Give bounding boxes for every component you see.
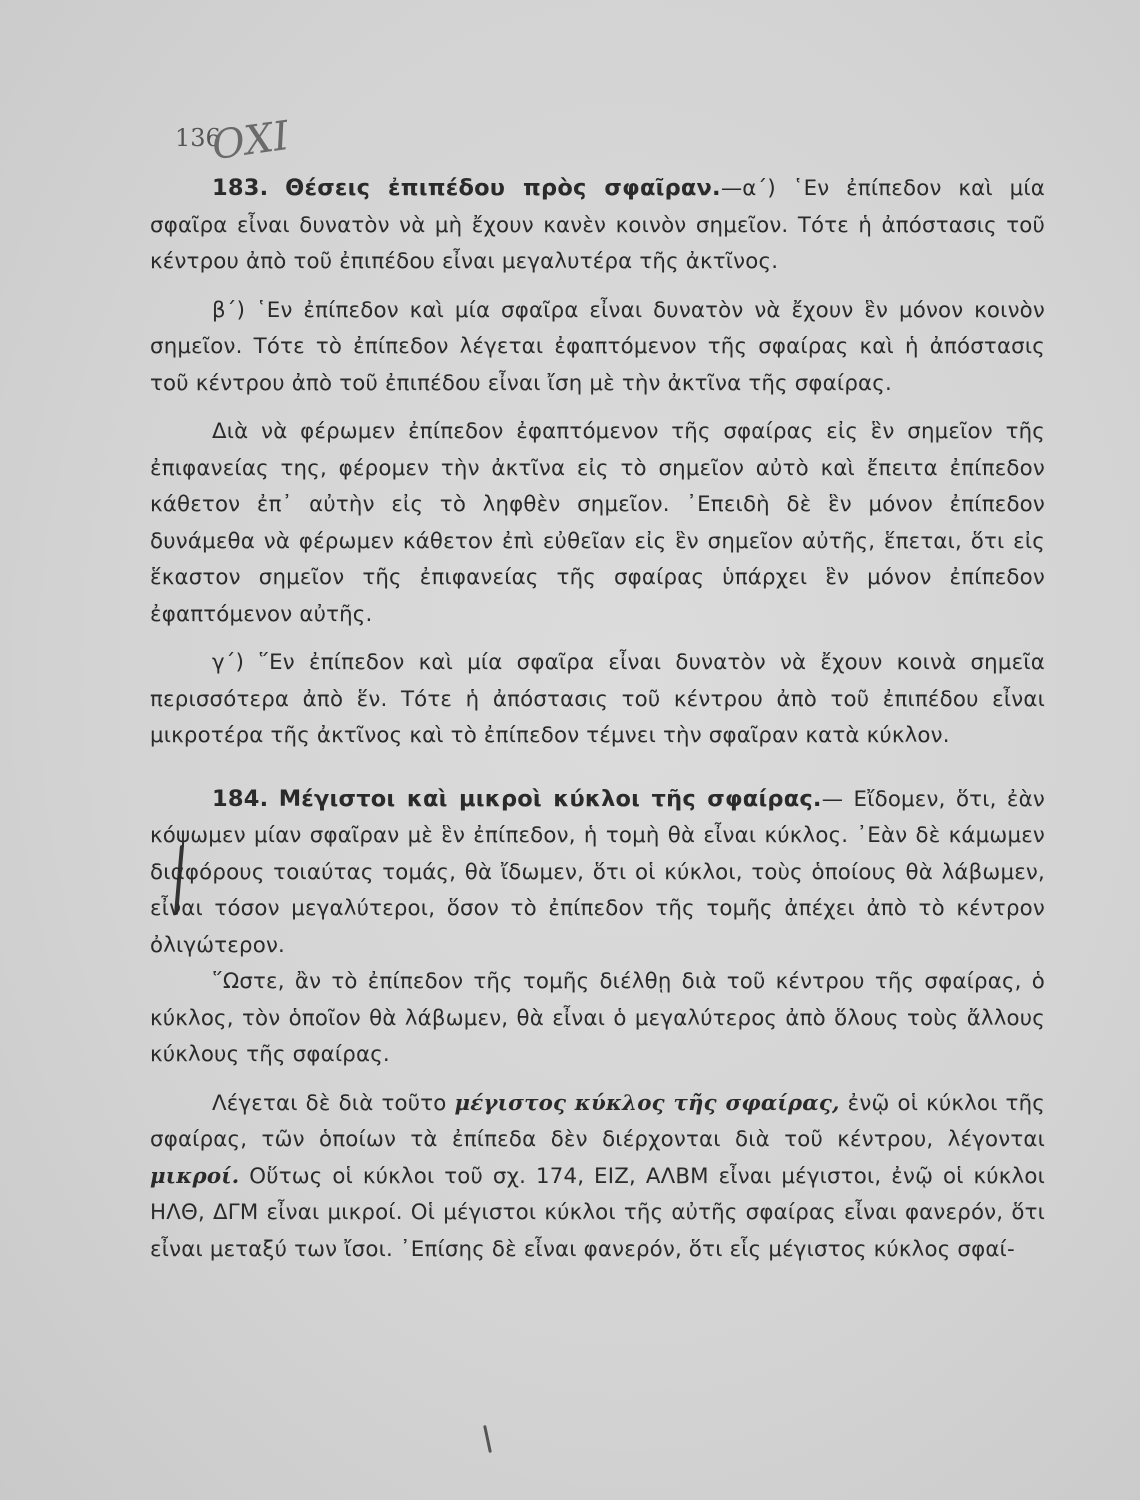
section-183-paragraph-tangent: Διὰ νὰ φέρωμεν ἐπίπεδον ἐφαπτόμενον τῆς σφαίρας εἰς ἓν σημεῖον τῆς ἐπιφανείας της, φέρομεν τὴν ἀκτῖνα εἰς τὸ σημεῖον αὐτὸ καὶ ἔπειτα ἐπίπεδον κάθετον ἐπ᾿ αὐτὴν εἰς τὸ ληφθὲν σημεῖον. ᾿Επειδὴ δὲ ἓν μόνον ἐπίπεδον δυνάμεθα νὰ φέρωμεν κάθετον ἐπὶ εὐθεῖαν εἰς ἓν σημεῖον αὐτῆς, ἕπεται, ὅτι εἰς ἕκαστον σημεῖον τῆς ἐπιφανείας τῆς σφαίρας ὑπάρχει ἓν μόνον ἐπίπεδον ἐφαπτόμενον αὐτῆς. — [150, 419, 1045, 627]
small-circle-term: μικροί. — [150, 1163, 240, 1189]
section-183-paragraph-b: β΄) ῾Εν ἐπίπεδον καὶ μία σφαῖρα εἶναι δυνατὸν νὰ ἔχουν ἓν μόνον κοινὸν σημεῖον. Τότε τὸ ἐπίπεδον λέγεται ἐφαπτόμενον τῆς σφαίρας καὶ ἡ ἀπόστασις τοῦ κέντρου ἀπὸ τοῦ ἐπιπέδου εἶναι ἴση μὲ τὴν ἀκτῖνα τῆς σφαίρας. — [150, 297, 1045, 396]
section-184-paragraph-definition — [150, 1086, 1045, 1269]
section-183-intro — [150, 170, 1045, 281]
definition-text-b: ἐνῷ οἱ κύκλοι τῆς σφαίρας, τῶν ὁποίων τὰ ἐπίπεδα δὲν διέρχονται διὰ τοῦ κέντρου, λέγονται — [150, 1090, 1045, 1152]
definition-text-a: Λέγεται δὲ διὰ τοῦτο — [212, 1090, 447, 1116]
body-text — [150, 170, 1045, 1268]
section-184-intro — [150, 781, 1045, 965]
section-184-paragraph-wste: ῞Ωστε, ἂν τὸ ἐπίπεδον τῆς τομῆς διέλθῃ διὰ τοῦ κέντρου τῆς σφαίρας, ὁ κύκλος, τὸν ὁποῖον θὰ λάβωμεν, θὰ εἶναι ὁ μεγαλύτερος ἀπὸ ὅλους τοὺς ἄλλους κύκλους τῆς σφαίρας. — [150, 969, 1045, 1067]
section-183-intro-text: —α΄) ῾Εν ἐπίπεδον καὶ μία σφαῖρα εἶναι δυνατὸν νὰ μὴ ἔχουν κανὲν κοινὸν σημεῖον. Τότε ἡ ἀπόστασις τοῦ κέντρου ἀπὸ τοῦ ἐπιπέδου εἶναι μεγαλυτέρα τῆς ἀκτῖνος. — [150, 176, 1045, 274]
section-184-title: Μέγιστοι καὶ μικροὶ κύκλοι τῆς σφαίρας. — [278, 785, 822, 812]
section-183-number: 183. — [212, 175, 269, 201]
section-184-number: 184. — [212, 785, 269, 812]
page-number: 136 — [175, 124, 221, 152]
handwritten-margin-note: ΟΧΙ — [209, 112, 292, 170]
great-circle-term: μέγιστος κύκλος τῆς σφαίρας, — [454, 1090, 840, 1116]
definition-text-c: Οὕτως οἱ κύκλοι τοῦ σχ. 174, ΕΙΖ, ΑΛΒΜ εἶναι μέγιστοι, ἐνῷ οἱ κύκλοι ΗΛΘ, ΔΓΜ εἶναι μικροί. Οἱ μέγιστοι κύκλοι τῆς αὐτῆς σφαίρας εἶναι φανερόν, ὅτι εἶναι μεταξύ των ἴσοι. ᾿Επίσης δὲ εἶναι φανερόν, ὅτι εἷς μέγιστος κύκλος σφαί- — [150, 1163, 1045, 1262]
section-183-paragraph-c: γ΄) ῞Εν ἐπίπεδον καὶ μία σφαῖρα εἶναι δυνατὸν νὰ ἔχουν κοινὰ σημεῖα περισσότερα ἀπὸ ἕν. Τότε ἡ ἀπόστασις τοῦ κέντρου ἀπὸ τοῦ ἐπιπέδου εἶναι μικροτέρα τῆς ἀκτῖνος καὶ τὸ ἐπίπεδον τέμνει τὴν σφαῖραν κατὰ κύκλον. — [150, 650, 1045, 748]
section-183-title: Θέσεις ἐπιπέδου πρὸς σφαῖραν. — [285, 175, 721, 201]
section-184-intro-text: — Εἴδομεν, ὅτι, ἐὰν κόψωμεν μίαν σφαῖραν μὲ ἓν ἐπίπεδον, ἡ τομὴ θὰ εἶναι κύκλος. ᾿Εὰν δὲ κάμωμεν διαφόρους τοιαύτας τομάς, θὰ ἴδωμεν, ὅτι οἱ κύκλοι, τοὺς ὁποίους θὰ λάβωμεν, εἶναι τόσον μεγαλύτεροι, ὅσον τὸ ἐπίπεδον τῆς τομῆς ἀπέχει ἀπὸ τὸ κέντρον ὀλιγώτερον. — [150, 786, 1045, 958]
paper-stain-mark — [483, 1425, 492, 1453]
